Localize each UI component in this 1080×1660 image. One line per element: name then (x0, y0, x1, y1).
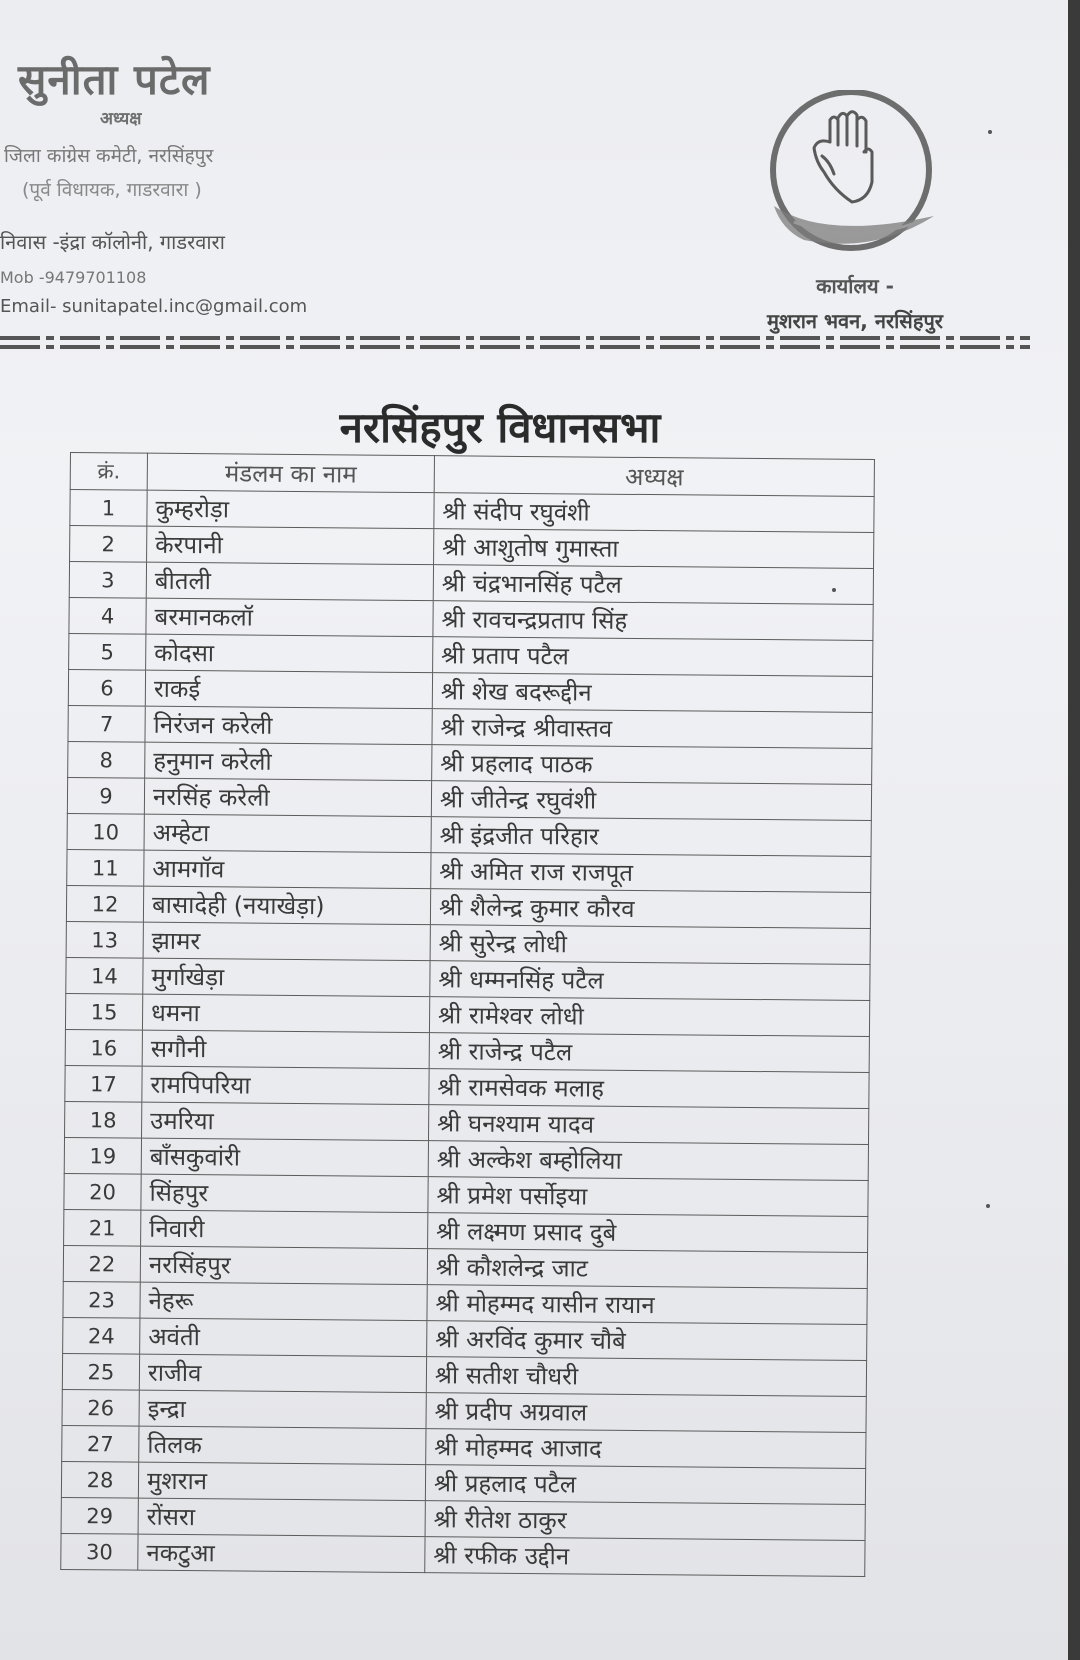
sender-role: अध्यक्ष (100, 109, 142, 129)
serial-cell: 6 (68, 669, 145, 706)
serial-cell: 8 (68, 741, 145, 778)
mandalam-cell: झामर (143, 922, 430, 961)
paper-speck (832, 588, 836, 592)
president-cell: श्री रीतेश ठाकुर (425, 1501, 865, 1541)
sender-organization: जिला कांग्रेस कमेटी, नरसिंहपुर (4, 145, 214, 167)
mandalam-cell: तिलक (139, 1426, 426, 1465)
serial-cell: 17 (65, 1065, 142, 1102)
serial-cell: 26 (62, 1389, 139, 1426)
serial-cell: 16 (65, 1029, 142, 1066)
president-cell: श्री प्रताप पटैल (433, 637, 873, 677)
office-label: कार्यालय - (816, 274, 894, 298)
president-cell: श्री जीतेन्द्र रघुवंशी (431, 781, 871, 821)
mandalam-cell: नेहरू (140, 1282, 427, 1321)
president-cell: श्री चंद्रभानसिंह पटैल (433, 565, 873, 605)
president-cell: श्री शेख बदरूद्दीन (432, 673, 872, 713)
president-cell: श्री सतीश चौधरी (426, 1357, 866, 1397)
mandalam-cell: रामपिपरिया (142, 1066, 429, 1105)
mandalam-cell: बरमानकलॉ (146, 598, 433, 637)
serial-cell: 22 (63, 1245, 140, 1282)
mandalam-cell: रोंसरा (138, 1498, 425, 1537)
serial-cell: 13 (66, 921, 143, 958)
serial-cell: 9 (67, 777, 144, 814)
mandalam-cell: नरसिंह करेली (144, 778, 431, 817)
president-cell: श्री संदीप रघुवंशी (434, 493, 874, 533)
mandalam-cell: कुम्हरोड़ा (147, 490, 434, 529)
party-hand-logo-icon (764, 90, 938, 264)
mandalam-cell: उमरिया (142, 1102, 429, 1141)
mandalam-cell: नकटुआ (138, 1534, 425, 1573)
president-cell: श्री रामेश्वर लोधी (429, 997, 869, 1037)
mandalam-cell: केरपानी (147, 526, 434, 565)
mandalam-cell: कोदसा (146, 634, 433, 673)
mandalam-cell: अम्हेटा (144, 814, 431, 853)
president-cell: श्री मोहम्मद आजाद (426, 1429, 866, 1469)
mandalam-cell: नरसिंहपुर (140, 1246, 427, 1285)
mandalam-cell: बासादेही (नयाखेड़ा) (143, 886, 430, 925)
president-cell: श्री राजेन्द्र पटैल (429, 1033, 869, 1073)
president-cell: श्री अरविंद कुमार चौबे (427, 1321, 867, 1361)
serial-cell: 10 (67, 813, 144, 850)
president-cell: श्री आशुतोष गुमास्ता (434, 529, 874, 569)
president-cell: श्री प्रदीप अग्रवाल (426, 1393, 866, 1433)
serial-cell: 1 (70, 490, 147, 527)
president-cell: श्री कौशलेन्द्र जाट (427, 1249, 867, 1289)
president-cell: श्री लक्ष्मण प्रसाद दुबे (428, 1213, 868, 1253)
president-cell: श्री इंद्रजीत परिहार (431, 817, 871, 857)
president-cell: श्री मोहम्मद यासीन रायान (427, 1285, 867, 1325)
mandalam-cell: सगौनी (142, 1030, 429, 1069)
president-cell: श्री प्रहलाद पटैल (425, 1465, 865, 1505)
president-cell: श्री सुरेन्द्र लोधी (430, 925, 870, 965)
mandalam-cell: राजीव (139, 1354, 426, 1393)
header-president: अध्यक्ष (434, 456, 874, 497)
president-cell: श्री अल्केश बम्होलिया (428, 1141, 868, 1181)
sender-name: सुनीता पटेल (18, 55, 211, 104)
background-edge (1068, 0, 1080, 1660)
president-cell: श्री रामसेवक मलाह (429, 1069, 869, 1109)
serial-cell: 3 (69, 562, 146, 599)
document-title: नरसिंहपुर विधानसभा (339, 403, 661, 452)
president-cell: श्री शैलेन्द्र कुमार कौरव (430, 889, 870, 929)
president-cell: श्री रफीक उद्दीन (425, 1537, 865, 1577)
serial-cell: 11 (67, 849, 144, 886)
paper-speck (986, 1204, 990, 1208)
mandalam-cell: इन्द्रा (139, 1390, 426, 1429)
sender-email: Email- sunitapatel.inc@gmail.com (0, 296, 308, 317)
serial-cell: 14 (66, 957, 143, 994)
mandalam-cell: बीतली (146, 562, 433, 601)
serial-cell: 27 (62, 1425, 139, 1462)
mandalam-cell: राकई (145, 670, 432, 709)
president-cell: श्री राजेन्द्र श्रीवास्तव (432, 709, 872, 749)
office-block (740, 272, 970, 334)
serial-cell: 4 (69, 597, 146, 634)
serial-cell: 5 (69, 633, 146, 670)
president-cell: श्री अमित राज राजपूत (431, 853, 871, 893)
office-address: मुशरान भवन, नरसिंहपुर (767, 309, 943, 333)
serial-cell: 15 (65, 993, 142, 1030)
serial-cell: 19 (64, 1137, 141, 1174)
mandalam-cell: मुर्गाखेड़ा (143, 958, 430, 997)
serial-cell: 28 (61, 1461, 138, 1498)
header-mandalam: मंडलम का नाम (147, 453, 434, 493)
serial-cell: 23 (63, 1281, 140, 1318)
serial-cell: 25 (62, 1353, 139, 1390)
paper-speck (988, 130, 992, 134)
president-cell: श्री धम्मनसिंह पटैल (430, 961, 870, 1001)
header-divider (0, 334, 1030, 352)
president-cell: श्री प्रहलाद पाठक (432, 745, 872, 785)
mandalam-cell: निरंजन करेली (145, 706, 432, 745)
president-cell: श्री घनश्याम यादव (429, 1105, 869, 1145)
mandalam-cell: मुशरान (138, 1462, 425, 1501)
sender-former-post: (पूर्व विधायक, गाडरवारा ) (22, 179, 202, 201)
president-cell: श्री रावचन्द्रप्रताप सिंह (433, 601, 873, 641)
president-cell: श्री प्रमेश पर्सोइया (428, 1177, 868, 1217)
table-row (61, 1533, 865, 1576)
header-serial: क्रं. (70, 453, 147, 491)
serial-cell: 29 (61, 1497, 138, 1534)
mandalam-cell: आमगॉव (144, 850, 431, 889)
serial-cell: 7 (68, 705, 145, 742)
serial-cell: 21 (64, 1209, 141, 1246)
serial-cell: 24 (63, 1317, 140, 1354)
mandalam-president-table (60, 452, 875, 1577)
serial-cell: 18 (65, 1101, 142, 1138)
serial-cell: 20 (64, 1173, 141, 1210)
mandalam-cell: सिंहपुर (141, 1174, 428, 1213)
mandalam-cell: बाँसकुवांरी (141, 1138, 428, 1177)
mandalam-cell: निवारी (141, 1210, 428, 1249)
mandalam-cell: अवंती (140, 1318, 427, 1357)
mandalam-cell: हनुमान करेली (145, 742, 432, 781)
sender-address: निवास -इंद्रा कॉलोनी, गाडरवारा (0, 230, 225, 254)
serial-cell: 12 (66, 885, 143, 922)
mandalam-cell: धमना (142, 994, 429, 1033)
sender-mobile: Mob -9479701108 (0, 268, 147, 287)
serial-cell: 2 (70, 526, 147, 563)
serial-cell: 30 (61, 1533, 138, 1570)
